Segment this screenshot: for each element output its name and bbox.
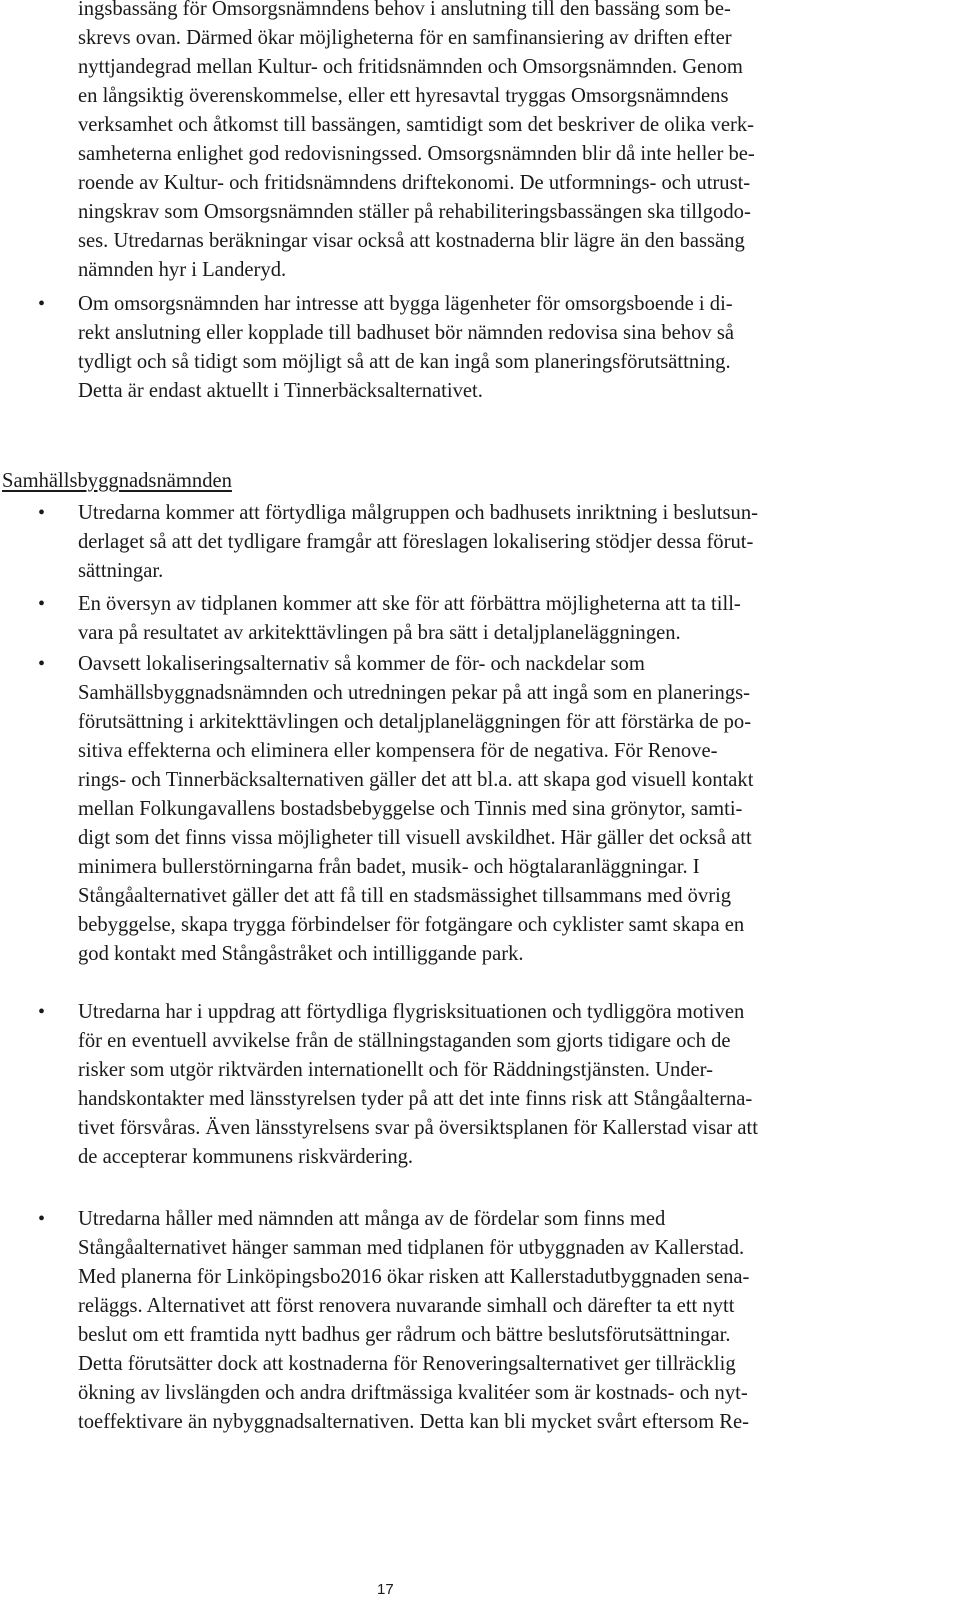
text-line: verksamhet och åtkomst till bassängen, samtidigt som det beskriver de olika verk-: [78, 114, 755, 136]
text-line: ses. Utredarnas beräkningar visar också att kostnaderna blir lägre än den bassäng: [78, 230, 745, 252]
text-line: Detta förutsätter dock att kostnaderna för Renoveringsalternativet ger tillräcklig: [78, 1353, 736, 1375]
text-line: de accepterar kommunens riskvärdering.: [78, 1146, 414, 1168]
text-line: En översyn av tidplanen kommer att ske för att förbättra möjligheterna att ta till-: [78, 593, 741, 615]
bullet-icon: •: [38, 1208, 46, 1230]
text-line: sättningar.: [78, 560, 164, 582]
bullet-icon: •: [38, 653, 46, 675]
text-line: god kontakt med Stångåstråket och intilliggande park.: [78, 943, 524, 965]
text-line: mellan Folkungavallens bostadsbebyggelse och Tinnis med sina grönytor, samti-: [78, 798, 743, 820]
text-line: Stångåalternativet gäller det att få till en stadsmässighet tillsammans med övrig: [78, 885, 732, 907]
text-line: reläggs. Alternativet att först renovera nuvarande simhall och därefter ta ett nytt: [78, 1295, 735, 1317]
text-line: digt som det finns vissa möjligheter till visuell avskildhet. Här gäller det också att: [78, 827, 752, 849]
text-line: ningskrav som Omsorgsnämnden ställer på rehabiliteringsbassängen ska tillgodo-: [78, 201, 751, 223]
text-line: risker som utgör riktvärden internationellt och för Räddningstjänsten. Under-: [78, 1059, 713, 1081]
text-line: för en eventuell avvikelse från de ställningstaganden som gjorts tidigare och de: [78, 1030, 731, 1052]
text-line: derlaget så att det tydligare framgår att föreslagen lokalisering stödjer dessa förut-: [78, 531, 754, 553]
text-line: skrevs ovan. Därmed ökar möjligheterna för en samfinansiering av driften efter: [78, 27, 732, 49]
text-line: handskontakter med länsstyrelsen tyder på att det inte finns risk att Stångåalterna-: [78, 1088, 753, 1110]
text-line: nämnden hyr i Landeryd.: [78, 259, 287, 281]
text-line: Om omsorgsnämnden har intresse att bygga lägenheter för omsorgsboende i di-: [78, 293, 733, 315]
text-line: nyttjandegrad mellan Kultur- och fritidsnämnden och Omsorgsnämnden. Genom: [78, 56, 743, 78]
text-line: Med planerna för Linköpingsbo2016 ökar risken att Kallerstadutbyggnaden sena-: [78, 1266, 750, 1288]
text-line: tivet försvåras. Även länsstyrelsens svar på översiktsplanen för Kallerstad visar att: [78, 1117, 758, 1139]
text-line: samheterna enlighet god redovisningssed. Omsorgsnämnden blir då inte heller be-: [78, 143, 755, 165]
page-number: 17: [377, 1581, 394, 1598]
text-line: sitiva effekterna och eliminera eller kompensera för de negativa. För Renove-: [78, 740, 718, 762]
text-line: minimera bullerstörningarna från badet, musik- och högtalaranläggningar. I: [78, 856, 700, 878]
text-line: ingsbassäng för Omsorgsnämndens behov i anslutning till den bassäng som be-: [78, 0, 731, 20]
text-line: en långsiktig överenskommelse, eller ett hyresavtal tryggas Omsorgsnämndens: [78, 85, 729, 107]
bullet-icon: •: [38, 293, 46, 315]
text-line: tydligt och så tidigt som möjligt så att de kan ingå som planeringsförutsättning.: [78, 351, 731, 373]
section-heading: Samhällsbyggnadsnämnden: [2, 470, 232, 492]
text-line: rekt anslutning eller kopplade till badhuset bör nämnden redovisa sina behov så: [78, 322, 734, 344]
text-line: Utredarna kommer att förtydliga målgruppen och badhusets inriktning i beslutsun-: [78, 502, 759, 524]
text-line: rings- och Tinnerbäcksalternativen gäller det att bl.a. att skapa god visuell kontakt: [78, 769, 754, 791]
text-line: Stångåalternativet hänger samman med tidplanen för utbyggnaden av Kallerstad.: [78, 1237, 745, 1259]
bullet-icon: •: [38, 593, 46, 615]
text-line: Utredarna håller med nämnden att många av de fördelar som finns med: [78, 1208, 666, 1230]
text-line: bebyggelse, skapa trygga förbindelser för fotgängare och cyklister samt skapa en: [78, 914, 745, 936]
bullet-icon: •: [38, 502, 46, 524]
text-line: vara på resultatet av arkitekttävlingen på bra sätt i detaljplaneläggningen.: [78, 622, 681, 644]
text-line: ökning av livslängden och andra driftmässiga kvalitéer som är kostnads- och nyt-: [78, 1382, 748, 1404]
text-line: beslut om ett framtida nytt badhus ger rådrum och bättre beslutsförutsättningar.: [78, 1324, 731, 1346]
text-line: roende av Kultur- och fritidsnämndens driftekonomi. De utformnings- och utrust-: [78, 172, 751, 194]
text-line: förutsättning i arkitekttävlingen och detaljplaneläggningen för att förstärka de po-: [78, 711, 752, 733]
bullet-icon: •: [38, 1001, 46, 1023]
text-line: toeffektivare än nybyggnadsalternativen. Detta kan bli mycket svårt eftersom Re-: [78, 1411, 749, 1433]
text-line: Detta är endast aktuellt i Tinnerbäcksalternativet.: [78, 380, 483, 402]
text-line: Samhällsbyggnadsnämnden och utredningen pekar på att ingå som en planerings-: [78, 682, 750, 704]
text-line: Utredarna har i uppdrag att förtydliga flygrisksituationen och tydliggöra motiven: [78, 1001, 745, 1023]
text-line: Oavsett lokaliseringsalternativ så kommer de för- och nackdelar som: [78, 653, 645, 675]
